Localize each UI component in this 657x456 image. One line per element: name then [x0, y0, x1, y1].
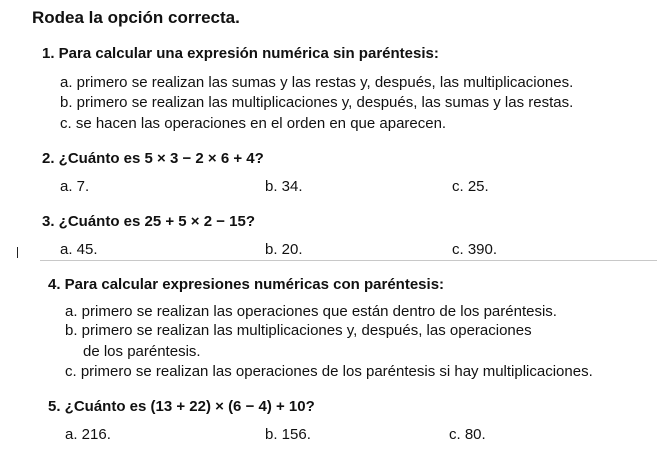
question-4-option-b[interactable]: b. primero se realizan las multiplicaciones y, después, las operaciones — [65, 322, 532, 339]
question-1-option-a[interactable]: a. primero se realizan las sumas y las restas y, después, las multiplicaciones. — [60, 74, 574, 91]
question-1-prompt: 1. Para calcular una expresión numérica sin paréntesis: — [42, 45, 439, 62]
question-1-option-b[interactable]: b. primero se realizan las multiplicaciones y, después, las sumas y las restas. — [60, 94, 574, 111]
question-4-option-b-continued: de los paréntesis. — [83, 343, 201, 360]
question-4-prompt: 4. Para calcular expresiones numéricas con paréntesis: — [48, 276, 445, 293]
question-4-option-a[interactable]: a. primero se realizan las operaciones que están dentro de los paréntesis. — [65, 303, 557, 320]
question-3-prompt: 3. ¿Cuánto es 25 + 5 × 2 − 15? — [42, 213, 256, 230]
question-5-option-b[interactable]: b. 156. — [265, 426, 311, 443]
page-title: Rodea la opción correcta. — [32, 8, 240, 27]
question-4-option-c[interactable]: c. primero se realizan las operaciones de los paréntesis si hay multiplicaciones. — [65, 363, 593, 380]
question-2-option-b[interactable]: b. 34. — [265, 178, 303, 195]
question-2-prompt: 2. ¿Cuánto es 5 × 3 − 2 × 6 + 4? — [42, 150, 264, 167]
margin-tick — [17, 247, 18, 258]
question-2-option-a[interactable]: a. 7. — [60, 178, 90, 195]
question-3-option-c[interactable]: c. 390. — [452, 241, 498, 258]
question-5-prompt: 5. ¿Cuánto es (13 + 22) × (6 − 4) + 10? — [48, 398, 315, 415]
question-1-option-c[interactable]: c. se hacen las operaciones en el orden en que aparecen. — [60, 115, 447, 132]
question-3-option-a[interactable]: a. 45. — [60, 241, 98, 258]
question-3-option-b[interactable]: b. 20. — [265, 241, 303, 258]
question-2-option-c[interactable]: c. 25. — [452, 178, 489, 195]
section-divider — [40, 260, 657, 261]
question-5-option-c[interactable]: c. 80. — [449, 426, 486, 443]
question-5-option-a[interactable]: a. 216. — [65, 426, 111, 443]
